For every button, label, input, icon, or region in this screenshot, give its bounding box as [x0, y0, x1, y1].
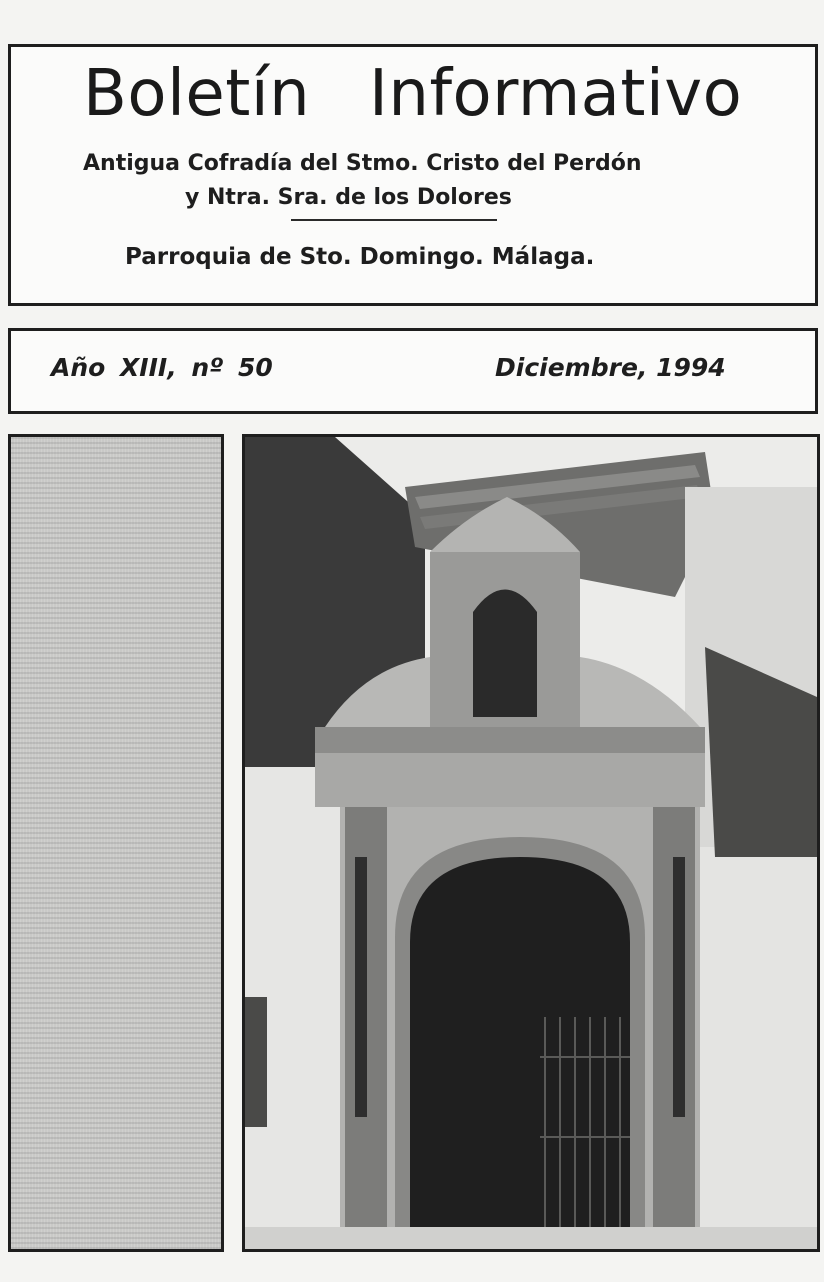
header-box [8, 44, 818, 306]
issue-number: Año XIII, nº 50 [51, 353, 273, 382]
issue-box [8, 328, 818, 414]
sidebar-texture-panel [8, 434, 224, 1252]
brotherhood-name-line2: y Ntra. Sra. de los Dolores [185, 185, 512, 210]
chapel-doorway-photo [242, 434, 820, 1252]
parish-name: Parroquia de Sto. Domingo. Málaga. [125, 244, 595, 270]
photo-illustration [245, 437, 817, 1249]
bulletin-title: Boletín Informativo [83, 57, 743, 131]
photo-bell-arch [473, 590, 537, 718]
photo-doorway-arch [410, 857, 630, 1237]
photo-cornice [315, 727, 705, 753]
brotherhood-name-line1: Antigua Cofradía del Stmo. Cristo del Perdón [83, 151, 642, 176]
underline-rule [291, 219, 497, 221]
issue-date: Diciembre, 1994 [495, 353, 726, 382]
